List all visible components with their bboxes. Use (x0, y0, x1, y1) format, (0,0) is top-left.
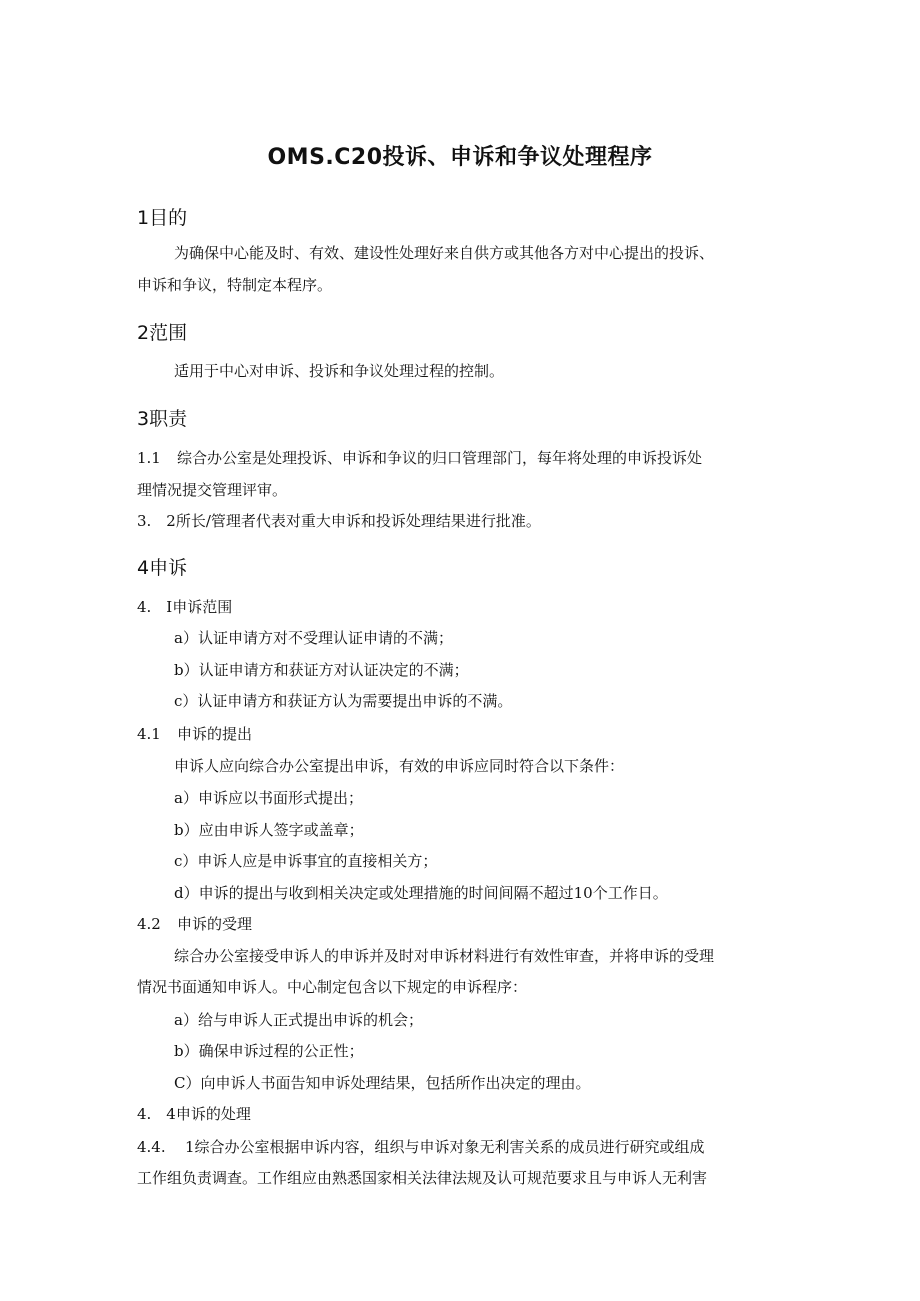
appeal-process-line-2: 工作组负责调查。工作组应由熟悉国家相关法律法规及认可规范要求且与申诉人无利害 (137, 1169, 708, 1187)
appeal-submit-heading (137, 724, 252, 744)
appeal-submit-number: 4.1 (137, 725, 161, 743)
section-heading-scope: 2范围 (137, 322, 188, 344)
appeal-process-line-1 (137, 1137, 705, 1157)
appeal-submit-a: a）申诉应以书面形式提出； (174, 789, 363, 807)
duties-item-1-text: 综合办公室是处理投诉、申诉和争议的归口管理部门，每年将处理的申诉投诉处 (177, 449, 703, 467)
section-heading-appeal: 4申诉 (137, 557, 188, 579)
appeal-accept-line-2: 情况书面通知申诉人。中心制定包含以下规定的申诉程序： (137, 978, 528, 996)
appeal-process-title: 4. 4申诉的处理 (137, 1105, 251, 1123)
appeal-submit-b: b）应由申诉人签字或盖章； (174, 821, 364, 839)
duties-item-1-number: 1.1 (137, 449, 161, 467)
section-heading-duties: 3职责 (137, 408, 188, 430)
appeal-submit-intro: 申诉人应向综合办公室提出申诉，有效的申诉应同时符合以下条件： (174, 757, 625, 775)
appeal-submit-d: d）申诉的提出与收到相关决定或处理措施的时间间隔不超过10个工作日。 (174, 884, 668, 902)
appeal-process-text: 1综合办公室根据申诉内容，组织与申诉对象无利害关系的成员进行研究或组成 (185, 1138, 705, 1156)
appeal-submit-c: c）申诉人应是申诉事宜的直接相关方； (174, 852, 438, 870)
appeal-accept-heading (137, 914, 252, 934)
appeal-accept-title: 申诉的受理 (177, 915, 253, 933)
duties-item-1-cont: 理情况提交管理评审。 (137, 481, 288, 499)
appeal-accept-line-1: 综合办公室接受申诉人的申诉并及时对申诉材料进行有效性审查，并将申诉的受理 (174, 947, 715, 965)
appeal-accept-a: a）给与申诉人正式提出申诉的机会； (174, 1011, 423, 1029)
appeal-accept-b: b）确保申诉过程的公正性； (174, 1042, 364, 1060)
duties-item-1 (137, 448, 702, 468)
purpose-line-1: 为确保中心能及时、有效、建设性处理好来自供方或其他各方对中心提出的投诉、 (174, 244, 715, 262)
section-heading-purpose: 1目的 (137, 207, 188, 229)
appeal-accept-c: C）向申诉人书面告知申诉处理结果，包括所作出决定的理由。 (174, 1074, 591, 1092)
appeal-scope-c: c）认证申请方和获证方认为需要提出申诉的不满。 (174, 692, 513, 710)
appeal-scope-a: a）认证申请方对不受理认证申请的不满； (174, 629, 453, 647)
appeal-submit-title: 申诉的提出 (177, 725, 253, 743)
document-title: OMS.C20投诉、申诉和争议处理程序 (267, 145, 653, 170)
duties-item-2: 3. 2所长/管理者代表对重大申诉和投诉处理结果进行批准。 (137, 512, 541, 530)
appeal-accept-number: 4.2 (137, 915, 161, 933)
appeal-process-number: 4.4. (137, 1138, 166, 1156)
appeal-scope-b: b）认证申请方和获证方对认证决定的不满； (174, 661, 469, 679)
purpose-line-2: 申诉和争议，特制定本程序。 (137, 276, 333, 294)
appeal-scope-title: 4. I申诉范围 (137, 598, 233, 616)
scope-line-1: 适用于中心对申诉、投诉和争议处理过程的控制。 (174, 362, 505, 380)
